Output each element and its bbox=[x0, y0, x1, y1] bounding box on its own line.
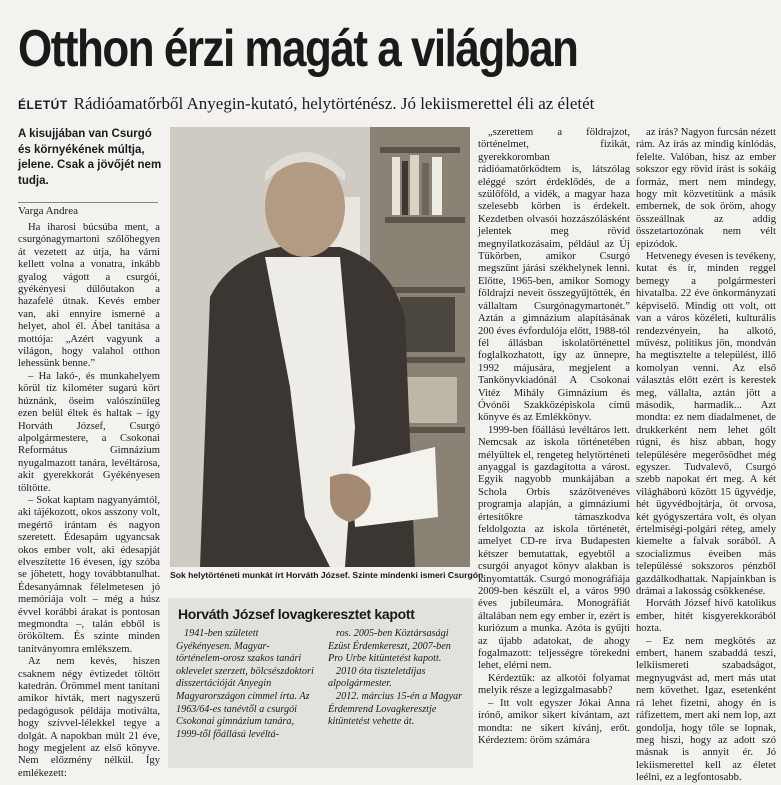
sidebar-box-column-2 bbox=[328, 628, 466, 729]
sidebar-box bbox=[168, 598, 473, 768]
paragraph: Horváth József hívő katolikus ember, hitét kisgyerekkorából hozta. bbox=[636, 598, 776, 635]
photo-caption: Sok helytörténeti munkát írt Horváth József. Szinte mindenki ismeri Csurgón bbox=[170, 570, 484, 580]
subheadline-text: Rádióamatőrből Anyegin-kutató, helytörténész. Jó lekiismerettel éli az életét bbox=[73, 94, 595, 113]
paragraph: – Ez nem megkötés az embert, hanem szabaddá teszi, lelkiismereti szabadságot, megnyugvást ad, mert más utat nem követhet. Igaz, esetenként rá lehet fizetni, ahogy én is ráfizettem, mert aki nem lop, azt gondolja, hogy tőle se lopnak, meg hiszi, hogy az adott szó másnak is annyit ér. Jó lekiismerettel kell az életet leélni, ez a legfontosabb. bbox=[636, 635, 776, 784]
paragraph: ros. 2005-ben Köztársasági Ezüst Érdemkereszt, 2007-ben Pro Urbe kitüntetést kapott. bbox=[328, 628, 451, 665]
photo-illustration bbox=[170, 127, 470, 567]
paragraph: – Ha lakó-, és munkahelyem körül tíz kilométer sugarú kört húznánk, öseim valószínűleg ezen belül éltek és haltak – így Horváth József, Csurgó alpolgármestere, a Csokonai Református Gimnázium nyugalmazott tanára, levéltárosa, akit gyerekkorát Gyékényesen töltötte. bbox=[18, 370, 160, 494]
paragraph: az írás? Nagyon furcsán nézett rám. Az írás az mindig kínlódás, felelte. Valóban, hisz az ember sokszor egy rövid írást is sokáig formáz, mert nem mindegy, hogy mit közvetítünk a másik embernek, de sok öröm, ahogy összeállnak az addig összetartozónak nem vélt epizódok. bbox=[636, 127, 777, 250]
article-column-4 bbox=[636, 127, 777, 784]
paragraph: Az nem kevés, hiszen csaknem négy évtizedet töltött katedrán. Örömmel ment tanítani amikor hívták, mert nagyszerű pedagógusok példája motiválta, hogy szívvel-lélekkel tegye a dolgát. A napokban múlt 21 éve, hogy megjelent az első könyve. Nem előzmény nélkül. Így emlékezett: bbox=[18, 656, 160, 779]
portrait-photo bbox=[170, 127, 470, 567]
paragraph: 2012. március 15-én a Magyar Érdemrend Lovagkeresztje kitüntetést vehette át. bbox=[328, 690, 463, 728]
sidebar-box-title: Horváth József lovagkeresztet kapott bbox=[178, 606, 415, 622]
article-column-1 bbox=[18, 222, 160, 779]
paragraph: 2010 óta tiszteletdíjas alpolgármester. bbox=[328, 665, 426, 690]
article-column-3 bbox=[478, 127, 630, 746]
sidebar-box-column-1 bbox=[176, 628, 314, 741]
paragraph: Kérdeztük: az alkotói folyamat melyik része a legizgalmasabb? bbox=[478, 672, 630, 697]
section-kicker: ÉLETÚT bbox=[18, 98, 68, 112]
paragraph: Ha iharosi búcsúba ment, a csurgónagymartoni szőlőhegyen át vezetett az útja, ha várni kellett volna a vonatra, inkább gyalog vágott a csurgói, gyékényesi dűlőutakon a hazafelé útnak. Kevés ember van, aki ennyire ismerné a helyet, ahol él. Ábel tanítása a mottója: „Azért vagyunk a világon, hogy valahol otthon lehessünk benne.” bbox=[18, 222, 160, 370]
paragraph: Hetvenegy évesen is tevékeny, kutat és ír, minden reggel bemegy a polgármesteri hivatalba. 22 éve önkormányzati képviselő. Mindig ott volt, ott van a város közéleti, kulturális rendezvényein, ha alkotó, művész, politikus jön, mondván ha megtisztelte a települést, illő komolyan venni. Az első választás előtt ezért is kerestek meg, vállalta, aztán jött a második, harmadik... Azt mondta: ez nem diadalmenet, de drukkerként nem lehet gólt rúgni, és hisz abban, hogy településére megerősödhet még egyszer. Tudvalevő, Csurgó szebb napokat ért meg. A két világháború között 15 ügyvédje, hét ügyvédbojtárja, öt orvosa, két gyógyszertára volt, és olyan értelmiségi-polgári réteg, amely kiemelte a falvak sorából. A szocializmus éveiben más településsé sokszoros pénzből gazdálkodhattak. Napjainkban is drámai a lakosság csökkenése. bbox=[636, 251, 776, 598]
subheadline bbox=[18, 94, 778, 115]
byline: Varga Andrea bbox=[18, 202, 158, 217]
paragraph: „szerettem a földrajzot, történelmet, fizikát, gyerekkoromban rádióamatőrködtem is, látszólag eléggé szórt érdeklődés, de a szülőföld, a vidék, a magyar haza szelesebb körben is érdekelt. Kezdetben olvasói hozzászólásként jelentek meg rövid megnyilatkozásaim, például az Új Tükörben, amikor Csurgó megszűnt járási székhelynek lenni. Előtte, 1965-ben, amikor Somogy földrajzi neveit összegyűjtötték, én vállaltam Csurgónagymartonét.” Aztán a gimnázium alapításának 200 éves évfordulója előtt, 1988-tól fél állásban iskolatörténettel foglalkozhatott, így az ünnepre, 1992 májusára, megjelent a Tankönyvkiadónál A Csokonai Vitéz Mihály Gimnázium és Óvónői Szakközépiskola című könyve és az Emlékkönyv. bbox=[478, 127, 630, 424]
paragraph: 1999-ben főállású levéltáros lett. Nemcsak az iskola történetében mélyültek el, rengeteg helytörténeti anyaggal is gazdagította a várost. Egyik nagyobb munkájában a Schola Orbis százötvenéves programja alapján, a gimnáziumi értesítőkre támaszkodva feldolgozta az iskola történetét, amelyet CD-re írva Budapesten kétszer bemutattak, egyebtől a csurgói anyagot könyv alakban is kinyomtatták. Csurgó monográfiája 2009-ben készült el, a város 990 éves jubileumára. Monográfiát általában nem egy ember ír, ezért is kuriózum a munka. Azóta is gyűjti az újabb adatokat, de ahogy fogalmazott: teljességre törekedni lehet, elérni nem. bbox=[478, 424, 630, 672]
paragraph: – Itt volt egyszer Jókai Anna írónő, amikor sikert kívántam, azt mondta: ne sikert kívánj, erőt. Kérdeztem: öröm számára bbox=[478, 697, 630, 746]
paragraph: – Sokat kaptam nagyanyámtól, aki tájékozott, okos asszony volt, megértő irántam és nagyon szeretett. Édesapám ugyancsak okos ember volt, aki édesapját elveszítette 16 évesen, így szóba se jöhetett, hogy továbbtanulhat. Édesanyámnak félelmetesen jó memóriája volt – még a húsz évvel korábbi árakat is pontosan megmondta –, talán ebből is örököltem. És szinte minden tanítványomra emlékszem. bbox=[18, 494, 160, 655]
lead-paragraph: A kisujjában van Csurgó és környékének múltja, jelene. Csak a jövőjét nem tudja. bbox=[18, 128, 162, 187]
headline: Otthon érzi magát a világban bbox=[18, 19, 578, 78]
paragraph: 1941-ben született Gyékényesen. Magyar-történelem-orosz szakos tanári oklevelet szerzett, bölcsészdoktori disszertációját Anyegin Magyarországon címmel írta. Az 1963/64-es tanévtől a csurgói Csokonai gimnázium tanára, 1999-től főállású levéltá- bbox=[176, 628, 314, 740]
